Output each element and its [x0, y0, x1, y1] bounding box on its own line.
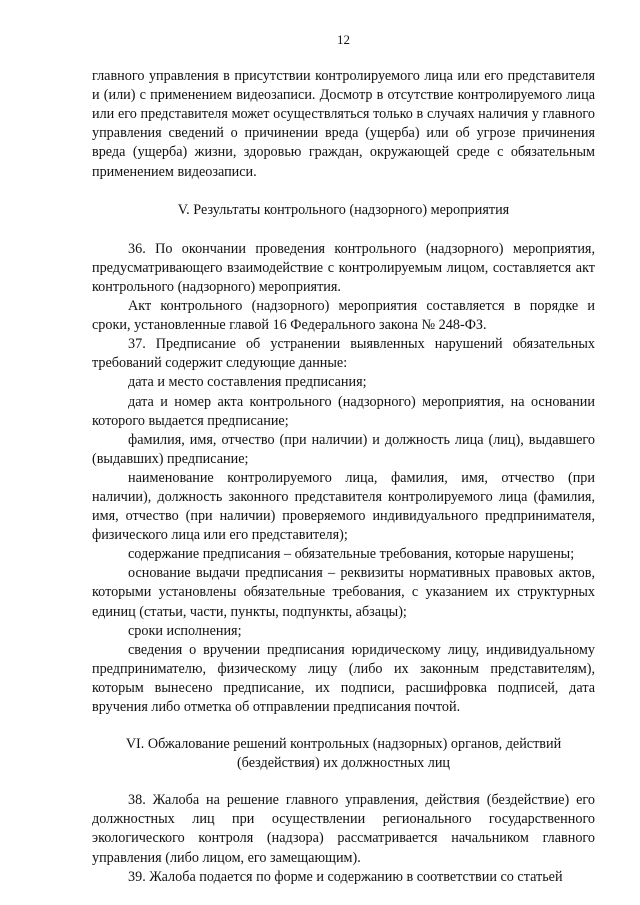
section-heading-results: V. Результаты контрольного (надзорного) мероприятия: [177, 201, 510, 218]
list-item-act-number: дата и номер акта контрольного (надзорного) мероприятия, на основании которого выдается предписание;: [92, 393, 595, 429]
list-item-date-place: дата и место составления предписания;: [128, 374, 367, 391]
paragraph-inspection-continued: главного управления в присутствии контролируемого лица или его представителя и (или) с применением видеозаписи. Досмотр в отсутствие контролируемого лица или его представителя может осуществляться только в случаях наличия у главного управления сведений о причинении вреда (ущерба) или об угрозе причинения вреда (ущерба) жизни, здоровью граждан, окружающей среде с обязательным применением видеозаписи.: [92, 68, 595, 180]
page-number: 12: [337, 32, 350, 47]
paragraph-36-act: Акт контрольного (надзорного) мероприятия составляется в порядке и сроки, установленные главой 16 Федерального закона № 248-ФЗ.: [92, 298, 595, 334]
paragraph-39: 39. Жалоба подается по форме и содержанию в соответствии со статьей: [128, 868, 563, 885]
document-page: [92, 30, 595, 887]
section-heading-appeal-line2: (бездействия) их должностных лиц: [236, 755, 451, 772]
list-item-delivery: сведения о вручении предписания юридическому лицу, индивидуальному предпринимателю, физическому лицу (либо их законным представителям), которым вынесено предписание, их подписи, расшифровка подписей, дата вручения либо отметка об отправлении предписания почтой.: [92, 641, 595, 715]
paragraph-38: 38. Жалоба на решение главного управления, действия (бездействие) его должностных лиц при осуществлении регионального государственного экологического контроля (надзора) рассматривается начальником главного управления (либо лицом, его замещающим).: [92, 792, 595, 866]
list-item-grounds: основание выдачи предписания – реквизиты нормативных правовых актов, которыми установлены обязательные требования, с указанием их структурных единиц (статьи, части, пункты, подпункты, абзацы);: [92, 565, 595, 620]
section-heading-appeal-line1: VI. Обжалование решений контрольных (надзорных) органов, действий: [125, 736, 562, 753]
paragraph-36: 36. По окончании проведения контрольного (надзорного) мероприятия, предусматривающего взаимодействие с контролируемым лицом, составляется акт контрольного (надзорного) мероприятия.: [92, 240, 595, 295]
list-item-requirements: содержание предписания – обязательные требования, которые нарушены;: [128, 546, 575, 563]
list-item-deadlines: сроки исполнения;: [128, 622, 242, 639]
list-item-issuer: фамилия, имя, отчество (при наличии) и должность лица (лиц), выдавшего (выдавших) предписание;: [92, 431, 595, 467]
list-item-controlled-person: наименование контролируемого лица, фамилия, имя, отчество (при наличии), должность законного представителя контролируемого лица (фамилия, имя, отчество (при наличии) проверяемого индивидуального предпринимателя, физического лица или его представителя);: [92, 469, 595, 544]
paragraph-37: 37. Предписание об устранении выявленных нарушений обязательных требований содержит следующие данные:: [92, 336, 595, 372]
